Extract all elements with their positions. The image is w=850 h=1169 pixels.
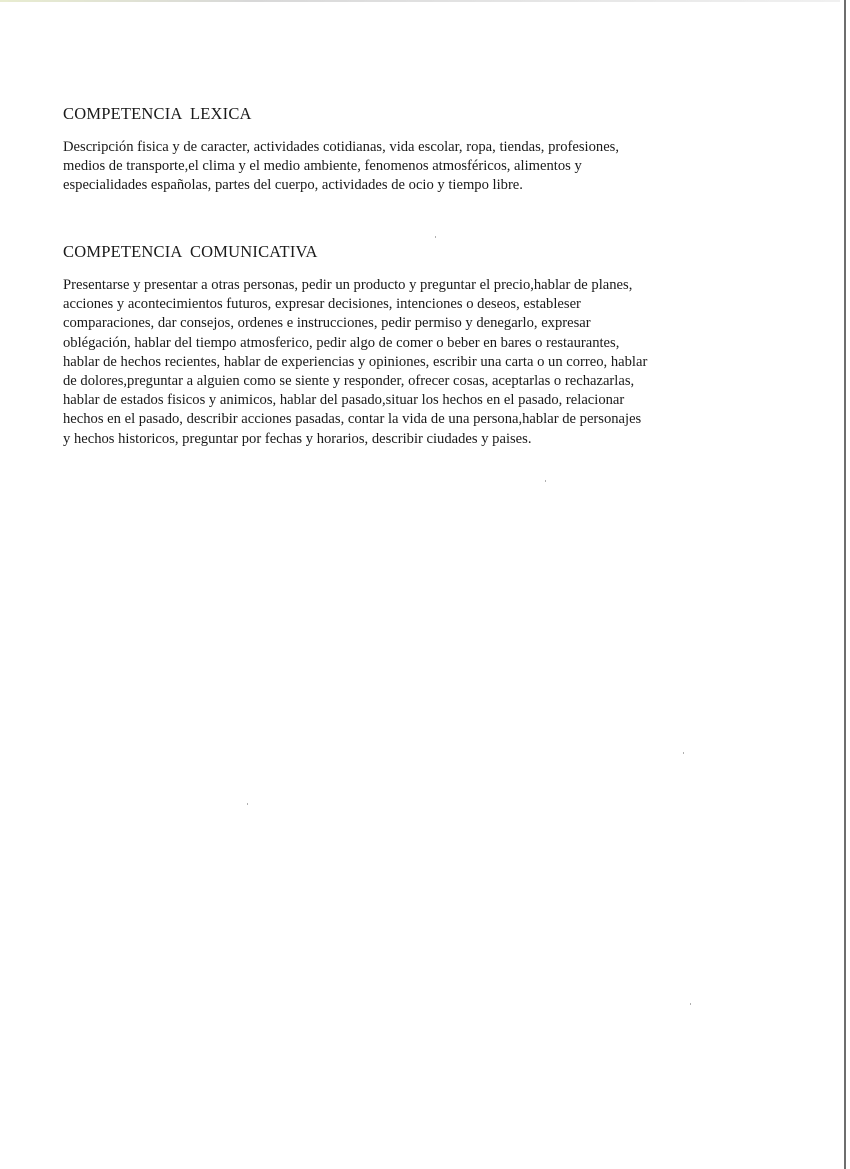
- text-line: oblégación, hablar del tiempo atmosferico, pedir algo de comer o beber en bares o restaurantes,: [63, 334, 620, 351]
- scan-top-edge: [0, 0, 840, 2]
- text-line: y hechos historicos, preguntar por fechas y horarios, describir ciudades y paises.: [63, 430, 532, 447]
- scan-speck: [247, 803, 248, 805]
- section-competencia-comunicativa: [63, 242, 743, 449]
- scan-right-edge: [844, 0, 846, 1169]
- text-line: Descripción fisica y de caracter, actividades cotidianas, vida escolar, ropa, tiendas, profesiones,: [63, 139, 620, 155]
- text-line: comparaciones, dar consejos, ordenes e instrucciones, pedir permiso y denegarlo, expresar: [63, 315, 591, 332]
- scan-speck: [683, 752, 684, 754]
- text-line: especialidades españolas, partes del cuerpo, actividades de ocio y tiempo libre.: [63, 177, 523, 194]
- text-line: acciones y acontecimientos futuros, expresar decisiones, intenciones o deseos, estableser: [63, 296, 581, 313]
- text-line: medios de transporte,el clima y el medio ambiente, fenomenos atmosféricos, alimentos y: [63, 158, 582, 175]
- section-heading-lexica: COMPETENCIA LEXICA: [63, 104, 252, 123]
- section-heading-comunicativa: COMPETENCIA COMUNICATIVA: [63, 242, 318, 261]
- text-line: hablar de estados fisicos y animicos, hablar del pasado,situar los hechos en el pasado, relacionar: [63, 392, 625, 409]
- scan-speck: [435, 236, 436, 238]
- text-line: de dolores,preguntar a alguien como se siente y responder, ofrecer cosas, aceptarlas o rechazarlas,: [63, 373, 635, 390]
- scan-speck: [545, 480, 546, 482]
- section-competencia-lexica: [63, 104, 743, 196]
- scan-speck: [690, 1003, 691, 1005]
- section-body-comunicativa: [63, 276, 743, 449]
- text-line: Presentarse y presentar a otras personas, pedir un producto y preguntar el precio,hablar de planes,: [63, 277, 633, 293]
- text-line: hablar de hechos recientes, hablar de experiencias y opiniones, escribir una carta o un correo, hablar: [63, 353, 648, 370]
- section-body-lexica: [63, 138, 743, 196]
- text-line: hechos en el pasado, describir acciones pasadas, contar la vida de una persona,hablar de personajes: [63, 411, 642, 428]
